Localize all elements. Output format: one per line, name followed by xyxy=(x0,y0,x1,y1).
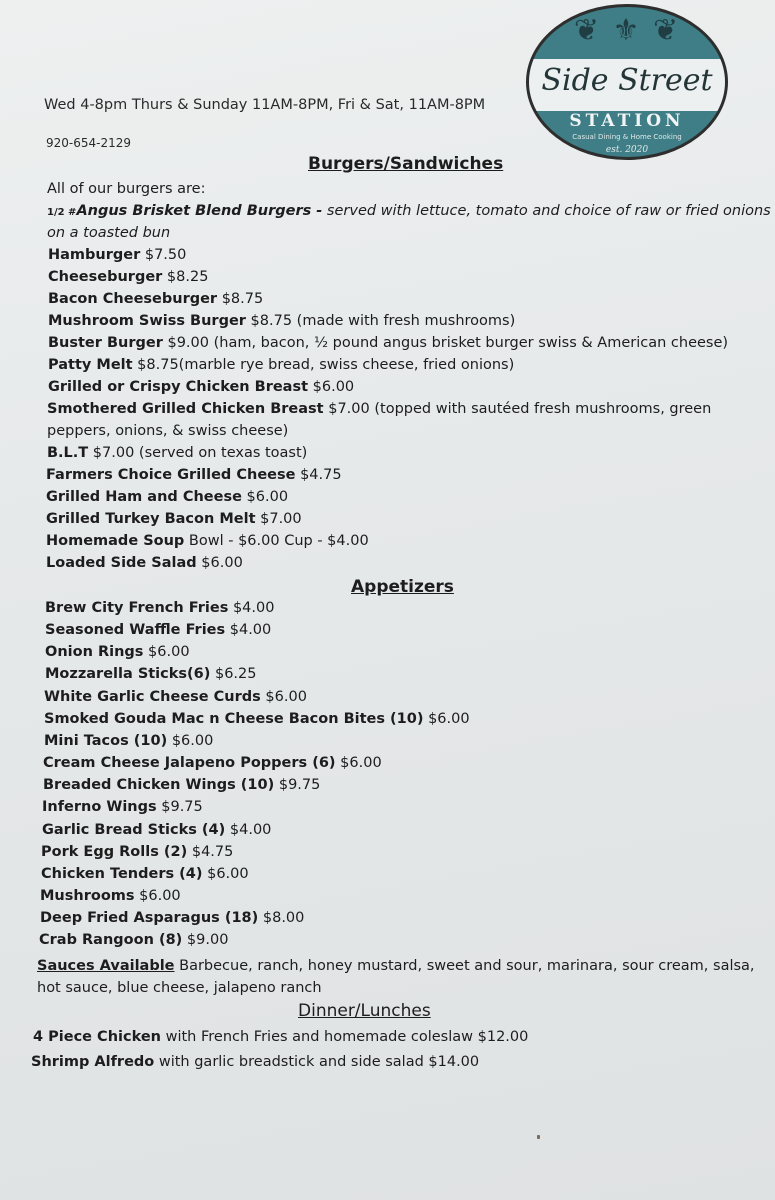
menu-item xyxy=(44,731,213,751)
menu-item xyxy=(41,864,249,884)
sauces-label: Sauces Available xyxy=(37,958,175,974)
menu-item-name: Grilled Turkey Bacon Melt xyxy=(46,511,256,527)
menu-item-name: Smoked Gouda Mac n Cheese Bacon Bites (10) xyxy=(44,710,424,727)
menu-item-name: 4 Piece Chicken xyxy=(33,1029,161,1045)
paper-speck xyxy=(537,1135,540,1139)
menu-item-details: $6.00 xyxy=(196,555,243,571)
menu-item-details: $6.00 xyxy=(260,688,307,705)
dinner-section-title: Dinner/Lunches xyxy=(298,1001,431,1021)
menu-item-name: Inferno Wings xyxy=(42,799,157,816)
business-hours: Wed 4-8pm Thurs & Sunday 11AM-8PM, Fri & Sat, 11AM-8PM xyxy=(44,97,486,113)
menu-item xyxy=(48,289,263,309)
menu-item-details: $8.75(marble rye bread, swiss cheese, fried onions) xyxy=(132,357,515,373)
menu-item-details: $6.00 xyxy=(423,710,470,727)
menu-item-details: $4.00 xyxy=(225,622,272,639)
menu-item-name: Onion Rings xyxy=(45,644,144,661)
menu-item xyxy=(40,908,304,928)
menu-item xyxy=(41,842,233,862)
menu-item-name: Seasoned Waffle Fries xyxy=(45,622,226,639)
logo-name: Side Street xyxy=(541,63,713,98)
menu-item xyxy=(48,377,354,397)
menu-item-name: Breaded Chicken Wings (10) xyxy=(43,777,275,794)
menu-item-name: Grilled or Crispy Chicken Breast xyxy=(48,379,309,395)
menu-item-name: Cheeseburger xyxy=(48,269,163,285)
menu-item xyxy=(43,753,382,773)
logo-tagline: Casual Dining & Home Cooking xyxy=(572,133,682,141)
menu-item-details: $9.00 (ham, bacon, ½ pound angus brisket burger swiss & American cheese) xyxy=(162,335,729,351)
menu-item xyxy=(46,465,342,485)
menu-item xyxy=(42,820,271,840)
menu-item-details: $7.50 xyxy=(140,247,187,263)
menu-item-name: Garlic Bread Sticks (4) xyxy=(42,821,226,838)
menu-item-details: $4.75 xyxy=(295,467,342,483)
menu-item xyxy=(47,399,711,419)
menu-item-details: $6.00 xyxy=(167,732,214,749)
menu-item-details: $6.00 xyxy=(335,755,382,772)
menu-item xyxy=(46,531,369,551)
menu-item-name: Buster Burger xyxy=(48,335,163,351)
menu-item-details: $8.75 (made with fresh mushrooms) xyxy=(245,313,516,329)
menu-item-details: $9.00 xyxy=(182,932,229,949)
menu-item-name: Cream Cheese Jalapeno Poppers (6) xyxy=(43,755,336,772)
menu-item-details: $7.00 (served on texas toast) xyxy=(88,445,308,461)
menu-item-details: $8.75 xyxy=(217,291,264,307)
burgers-intro-line: All of our burgers are: xyxy=(47,181,206,197)
menu-item-details: Bowl - $6.00 Cup - $4.00 xyxy=(184,533,369,549)
menu-item xyxy=(48,311,515,331)
burgers-intro-bun: on a toasted bun xyxy=(47,225,171,241)
menu-item xyxy=(44,687,307,707)
menu-item xyxy=(33,1027,528,1047)
appetizers-section-title: Appetizers xyxy=(351,577,454,597)
sauces-available xyxy=(37,955,763,999)
restaurant-logo xyxy=(526,4,728,160)
menu-item-details: peppers, onions, & swiss cheese) xyxy=(47,423,289,439)
menu-item-details: $9.75 xyxy=(156,799,203,816)
menu-item xyxy=(31,1052,479,1072)
menu-item-name: Hamburger xyxy=(48,247,141,263)
menu-item-details: $4.00 xyxy=(228,600,275,616)
menu-item xyxy=(45,598,274,618)
menu-item xyxy=(47,443,307,463)
menu-item xyxy=(46,509,302,529)
menu-item-details: $6.00 xyxy=(143,644,190,661)
menu-item-details: $6.00 xyxy=(241,489,289,505)
menu-item-name: Chicken Tenders (4) xyxy=(41,865,203,882)
menu-item-name: Deep Fried Asparagus (18) xyxy=(40,910,259,927)
menu-item-details: $8.25 xyxy=(162,269,209,285)
menu-item xyxy=(39,930,228,950)
menu-item-name: Mini Tacos (10) xyxy=(44,732,168,749)
menu-item-name: B.L.T xyxy=(47,445,89,461)
menu-item xyxy=(42,797,203,817)
menu-item xyxy=(44,709,470,729)
menu-item-details: $6.00 xyxy=(202,865,249,882)
menu-item-details: $8.00 xyxy=(258,910,305,927)
menu-item xyxy=(46,553,243,573)
menu-item-name: Farmers Choice Grilled Cheese xyxy=(46,467,296,483)
burgers-intro-detail xyxy=(47,200,771,224)
sauces-text: Barbecue, ranch, honey mustard, sweet and sour, marinara, sour cream, salsa, hot sauce, blue cheese, jalapeno ranch xyxy=(37,958,755,996)
burgers-section-title: Burgers/Sandwiches xyxy=(308,154,504,174)
burger-weight: 1/2 # xyxy=(47,207,77,218)
menu-item xyxy=(43,775,320,795)
menu-item xyxy=(45,642,190,662)
menu-item-name: Brew City French Fries xyxy=(45,600,229,616)
menu-item-name: Bacon Cheeseburger xyxy=(48,291,218,307)
logo-established: est. 2020 xyxy=(605,145,649,155)
menu-item xyxy=(40,886,181,906)
menu-item xyxy=(48,267,208,287)
logo-subtitle: STATION xyxy=(569,111,685,131)
phone-number: 920-654-2129 xyxy=(46,136,132,150)
burger-toppings: served with lettuce, tomato and choice of raw or fried onions xyxy=(322,203,771,219)
menu-item xyxy=(48,333,728,353)
menu-item-details: $7.00 (topped with sautéed fresh mushrooms, green xyxy=(323,401,712,417)
menu-item-details: $6.25 xyxy=(210,666,257,683)
logo-ornament-icon: ❦ ⚜ ❦ xyxy=(573,13,681,48)
menu-item-name: White Garlic Cheese Curds xyxy=(44,688,261,705)
menu-item-name: Patty Melt xyxy=(48,357,133,373)
menu-item-name: Smothered Grilled Chicken Breast xyxy=(47,401,324,417)
menu-item-name: Mozzarella Sticks(6) xyxy=(45,666,211,683)
menu-item-name: Crab Rangoon (8) xyxy=(39,932,183,949)
menu-item-details: with French Fries and homemade coleslaw $12.00 xyxy=(161,1029,529,1045)
menu-item-name: Pork Egg Rolls (2) xyxy=(41,843,188,860)
menu-item-details: with garlic breadstick and side salad $14.00 xyxy=(154,1053,480,1070)
menu-item xyxy=(45,620,271,640)
menu-item-details: $9.75 xyxy=(274,777,321,794)
menu-item xyxy=(45,664,257,684)
burger-blend: Angus Brisket Blend Burgers - xyxy=(76,203,323,219)
menu-item-name: Mushrooms xyxy=(40,887,135,904)
menu-item xyxy=(48,355,514,375)
menu-item-details: $6.00 xyxy=(134,887,181,904)
menu-item-name: Homemade Soup xyxy=(46,533,185,549)
menu-item-details: $4.75 xyxy=(187,843,234,860)
menu-item-name: Grilled Ham and Cheese xyxy=(46,489,242,505)
menu-item-name: Loaded Side Salad xyxy=(46,555,197,571)
menu-item-details: $6.00 xyxy=(308,379,355,395)
menu-item-name: Mushroom Swiss Burger xyxy=(48,313,246,329)
menu-item xyxy=(46,487,288,507)
menu-item-details: $7.00 xyxy=(255,511,302,527)
menu-item-details: $4.00 xyxy=(225,821,272,838)
menu-item xyxy=(47,421,288,441)
menu-item-name: Shrimp Alfredo xyxy=(31,1053,155,1070)
menu-item xyxy=(48,245,186,265)
